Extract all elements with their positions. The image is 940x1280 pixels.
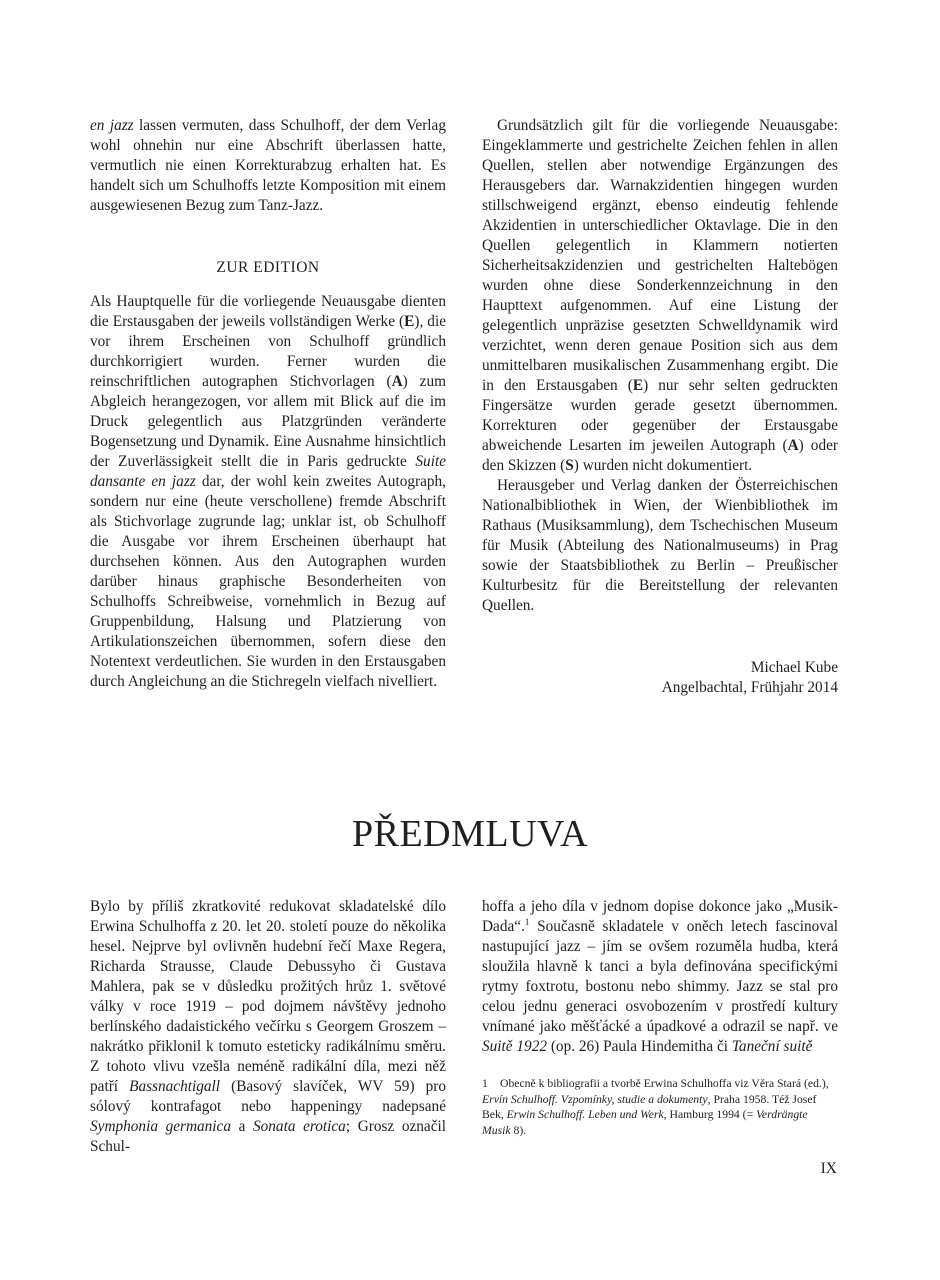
footnote-item: 1 Obecně k bibliografii a tvorbě Erwina Schulhoffa viz Věra Stará (ed.), Ervín Schulhoff. Vzpomínky, studie a dokumenty, Praha 1958. Též Josef Bek, Erwin Schulhoff. Leben und Werk, Hamburg 1994 (= Verdrängte Musik 8). [482, 1077, 829, 1137]
footnote-reference[interactable]: 1 [524, 916, 530, 927]
paragraph-predmluva-1: Bylo by příliš zkratkovité redukovat skladatelské dílo Erwina Schulhoffa z 20. let 20. století pouze do několika hesel. Nejprve byl ovlivněn hudební řečí Maxe Regera, Richarda Strausse, Claude Debussyho či Gustava Mahlera, pak se v důsledku prožitých hrůz 1. světové války v roce 1919 – pod dojmem návštěvy jednoho berlínského dadaistického večírku s Georgem Groszem – nakrátko přiklonil k tomuto esteticky radikálnímu směru. Z tohoto vlivu vzešla neméně radikální díla, mezi něž patří Bassnachtigall (Basový slavíček, WV 59) pro sólový kontrafagot nebo happeningy nadepsané Symphonia germanica a Sonata erotica; Grosz označil Schul- [90, 898, 447, 1155]
footnote-number: 1 [482, 1077, 488, 1090]
section-heading-zur-edition: ZUR EDITION [216, 259, 320, 276]
footnotes [482, 1076, 838, 1138]
paragraph-grundsaetzlich: Grundsätzlich gilt für die vorliegende Neuausgabe: Eingeklammerte und gestrichelte Zeichen fehlen in allen Quellen, stellen aber notwendige Ergänzungen des Herausgebers dar. Warnakzidentien hingegen wurden stillschweigend ergänzt, ebenso eindeutig fehlende Akzidentien in unterschiedlicher Oktavlage. Die in den Quellen gelegentlich in Klammern notierten Sicherheitsakzidenzien und gestrichelten Haltebögen wurden ohne diese Sonderkennzeichnung in den Haupttext aufgenommen. Auf eine Listung der gelegentlich unpräzise gesetzten Schwelldynamik wird verzichtet, wenn deren genaue Position sich aus dem unmittelbaren musikalischen Zusammenhang ergibt. Die in den Erstausgaben (E) nur sehr selten gedruckten Fingersätze wurden gerade gesetzt übernommen. Korrekturen oder gegenüber der Erstausgabe abweichende Lesarten im jeweilen Autograph (A) oder den Skizzen (S) wurden nicht dokumentiert. [482, 117, 838, 474]
page-title: PŘEDMLUVA [351, 813, 589, 855]
paragraph-predmluva-2: hoffa a jeho díla v jednom dopise dokonce jako „Musik-Dada“.$^1$ Současně skladatele v oněch letech fascinoval nastupující jazz – jím se ovšem rozuměla hudba, která sloužila hlavně k tanci a byla definována specifickými rytmy foxtrotu, bostonu nebo shimmy. Jazz se stal pro celou jednu generaci osvobozením v prostředí kultury vnímané jako měšťácké a úpadkové a odrazil se např. ve Suitě 1922 (op. 26) Paula Hindemitha či Taneční suitě [482, 898, 838, 1055]
top-right-column [482, 116, 838, 698]
signature-name: Michael Kube [750, 659, 838, 676]
paragraph-intro-end: en jazz lassen vermuten, dass Schulhoff, der dem Verlag wohl ohnehin nur eine Abschrift überlassen hatte, vermutlich nie einen Korrekturabzug erhalten hat. Es handelt sich um Schulhoffs letzte Komposition mit einem ausgewiesenen Bezug zum Tanz-Jazz. [90, 117, 446, 214]
bottom-left-column [90, 897, 446, 1157]
signature [482, 658, 838, 698]
bottom-right-column [482, 897, 838, 1057]
paragraph-dank: Herausgeber und Verlag danken der Österreichischen Nationalbibliothek in Wien, der Wienbibliothek im Rathaus (Musiksammlung), dem Tschechischen Museum für Musik (Abteilung des Nationalmuseums) in Prag sowie der Staatsbibliothek zu Berlin – Preußischer Kulturbesitz für die Bereitstellung der relevanten Quellen. [482, 477, 838, 614]
top-left-column [90, 116, 446, 692]
paragraph-hauptquelle: Als Hauptquelle für die vorliegende Neuausgabe dienten die Erstausgaben der jeweils vollständigen Werke (E), die vor ihrem Erscheinen von Schulhoff gründlich durchkorrigiert wurden. Ferner wurden die reinschriftlichen autographen Stichvorlagen (A) zum Abgleich herangezogen, vor allem mit Blick auf die im Druck gelegentlich aus Platzgründen veränderte Bogensetzung und Dynamik. Eine Ausnahme hinsichtlich der Zuverlässigkeit stellt die in Paris gedruckte Suite dansante en jazz dar, der wohl kein zweites Autograph, sondern nur eine (heute verschollene) fremde Abschrift als Stichvorlage zugrunde lag; unklar ist, ob Schulhoff die Ausgabe vor ihrem Erscheinen überhaupt hat durchsehen können. Aus den Autographen wurden darüber hinaus graphische Besonderheiten von Schulhoffs Schreibweise, vornehmlich in Bezug auf Gruppenbildung, Halsung und Platzierung von Artikulationszeichen übernommen, sofern diese den Notentext verdeutlichen. Sie wurden in den Erstausgaben durch Angleichung an die Stichregeln vielfach nivelliert. [90, 293, 446, 690]
signature-place-date: Angelbachtal, Frühjahr 2014 [661, 679, 838, 696]
page-number: IX [820, 1160, 837, 1177]
